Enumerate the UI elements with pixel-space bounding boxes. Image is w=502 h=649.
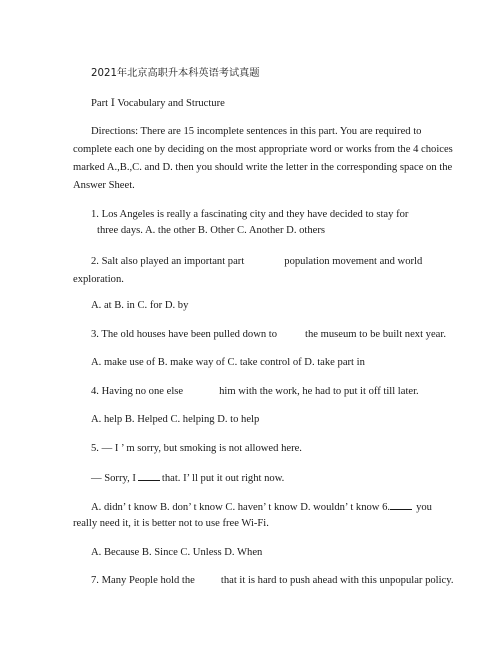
question-4-options: A. help B. Helped C. helping D. to help: [91, 414, 260, 425]
question-5-options: [91, 499, 432, 514]
directions-line-1: Directions: There are 15 incomplete sentences in this part. You are required to: [91, 126, 422, 137]
answer-blank: [138, 470, 160, 481]
question-5-line-2-part-b: that. I’ ll put it out right now.: [161, 473, 285, 484]
question-1-options: three days. A. the other B. Other C. Another D. others: [97, 225, 326, 236]
question-4-stem-part-b: him with the work, he had to put it off till later.: [219, 386, 419, 397]
question-7-stem-part-b: that it is hard to push ahead with this unpopular policy.: [220, 575, 454, 586]
question-3-stem-part-b: the museum to be built next year.: [305, 329, 446, 340]
question-2-stem: [91, 255, 422, 268]
question-6-stem: really need it, it is better not to use free Wi-Fi.: [73, 518, 269, 529]
question-2-options: A. at B. in C. for D. by: [91, 300, 189, 311]
directions-line-2: complete each one by deciding on the most appropriate word or works from the 4 choices: [73, 144, 453, 155]
question-7-stem: [91, 574, 454, 587]
question-5-line-2: [91, 470, 284, 485]
question-5-line-2-part-a: — Sorry, I: [91, 473, 136, 484]
question-6-options: A. Because B. Since C. Unless D. When: [91, 547, 263, 558]
part-heading: Part Ⅰ Vocabulary and Structure: [91, 98, 225, 109]
question-4-stem-part-a: 4. Having no one else: [91, 386, 184, 397]
question-3-stem-part-a: 3. The old houses have been pulled down to: [91, 329, 278, 340]
question-4-stem: [91, 385, 419, 398]
document-title: 2021年北京高职升本科英语考试真题: [91, 68, 260, 79]
question-3-stem: [91, 328, 446, 341]
answer-blank: [390, 499, 412, 510]
question-3-options: A. make use of B. make way of C. take control of D. take part in: [91, 357, 365, 368]
question-2-stem-cont: exploration.: [73, 274, 124, 285]
question-6-stem-start: you: [416, 502, 432, 513]
question-2-stem-part-b: population movement and world: [284, 256, 423, 267]
question-7-stem-part-a: 7. Many People hold the: [91, 575, 195, 586]
question-2-stem-part-a: 2. Salt also played an important part: [91, 256, 245, 267]
directions-line-3: marked A.,B.,C. and D. then you should write the letter in the corresponding space on the: [73, 162, 453, 173]
directions-line-4: Answer Sheet.: [73, 180, 135, 191]
question-5-line-1: 5. — I ’ m sorry, but smoking is not allowed here.: [91, 443, 302, 454]
question-5-options-text: A. didn’ t know B. don’ t know C. haven’ t know D. wouldn’ t know 6.: [91, 502, 391, 513]
question-1-stem: 1. Los Angeles is really a fascinating city and they have decided to stay for: [91, 209, 409, 220]
